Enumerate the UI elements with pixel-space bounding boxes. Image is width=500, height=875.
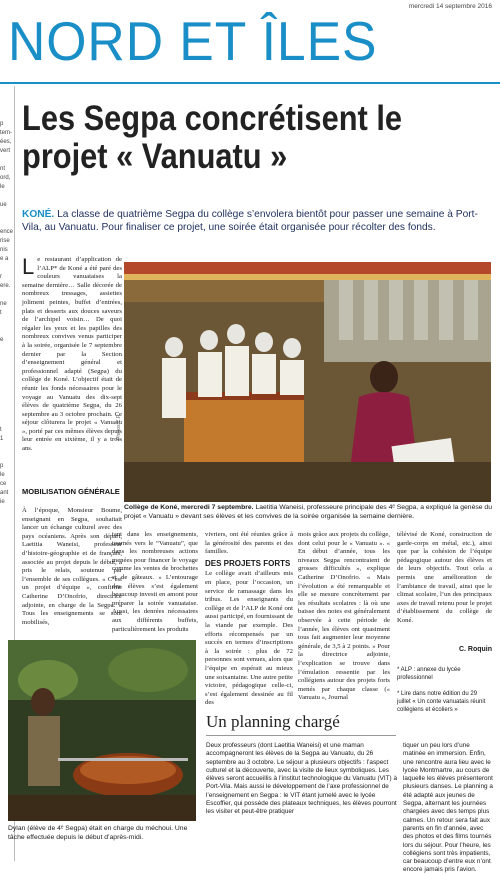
caption-lead: Collège de Koné, mercredi 7 septembre. <box>124 504 254 511</box>
left-fragment: t <box>0 310 2 316</box>
second-photo <box>8 640 196 821</box>
left-fragment <box>0 372 10 381</box>
main-photo <box>124 262 491 502</box>
left-column-fragments <box>0 120 14 507</box>
second-photo-illustration <box>8 640 196 821</box>
left-fragment: ées, <box>0 139 12 145</box>
footnote-alp: * ALP : annexe du lycée professionnel <box>397 667 461 681</box>
photo-credit: Photos C.R. <box>116 413 122 440</box>
left-fragment: ce <box>0 481 7 487</box>
main-photo-caption <box>124 504 492 521</box>
left-fragment: nis <box>0 247 8 253</box>
left-fragment <box>0 408 10 417</box>
lede-text: La classe de quatrième Segpa du collège s’envolera bientôt pour passer une semaine à Port-Vila, au Vanuatu. Pour finaliser ce projet, une soirée était organisée pour récolter des fonds. <box>22 209 478 233</box>
left-fragment <box>0 192 10 201</box>
headline: Les Segpa concrétisent le projet « Vanuatu » <box>22 99 403 176</box>
left-fragment: p <box>0 463 4 469</box>
lede-place: KONÉ. <box>22 209 55 220</box>
left-fragment <box>0 444 10 453</box>
left-fragment: ord, <box>0 175 11 181</box>
left-fragment: ue <box>0 202 7 208</box>
footnote-read: * Lire dans notre édition du 29 juillet « Un conte vanuatais réunit collégiens et écoliers » <box>397 691 486 713</box>
left-fragment: vert <box>0 148 11 154</box>
left-fragment <box>0 327 10 336</box>
dropcap: L <box>22 254 35 279</box>
left-fragment <box>0 381 10 390</box>
left-fragment: rise <box>0 238 10 244</box>
box-text-1: Deux professeurs (dont Laetitia Waneisi) et une maman accompagneront les élèves de la Segpa au Vanuatu, du 26 septembre au 3 octobre. Le séjour a plusieurs objectifs : l’aspect culturel et la découverte, avec la visite de lieux symboliques. Les élèves seront accueillis à l’institut technologique du Vanuatu (VIT) à Port-Vila. Mais aussi le développement de l’axe professionnel de l’enseignement en Segpa : le VIT étant jumelé avec le lycée Escoffier, qui possède des plateaux techniques, les élèves pourront les visiter et peut-être pratiquer <box>206 742 397 816</box>
article-paragraph-3: tant dans les enseignements, tournés vers le “Vanuatu”, que dans les nombreuses actions menées pour financer le voyage comme les ventes de brochettes et de gâteaux. » L’entourage des élèves s’est également beaucoup investi en amont pour préparer la soirée vanuataise. Aussi, les denrées nécessaires aux différents buffets, particulièrement les produits <box>112 531 198 633</box>
left-fragment <box>0 210 10 219</box>
left-fragment: 1 <box>0 436 4 442</box>
article-paragraph-5: Le collège avait d’ailleurs mis en place, pour l’occasion, un service de ramassage dans les tribus. Les enseignants du collège et de l’ALP de Koné ont aussi participé, en fournissant de la viande par exemple. Des efforts récompensés par un succès en termes d’inscriptions à la soirée : plus de 72 personnes sont venues, alors que l’équipe en espérait au mieux une soixantaine. Une autre petite victoire, pédagogique celle-ci, s’est également dessinée au fil des <box>205 570 293 707</box>
article-paragraph-7: télévisé de Koné, construction de garde-corps en métal, etc.), ainsi que par la cohésion de l’équipe pédagogique autour des élèves et de leurs objectifs. Tout cela a permis une amélioration de l’ambiance de travail, ainsi que le climat scolaire, l’un des principaux axes de travail retenu pour le projet d’établissement du collège de Koné. <box>397 531 492 624</box>
box-rule <box>206 735 396 736</box>
article-paragraph-6: mois grâce aux projets du collège, dont celui pour le « Vanuatu ». « En début d’année, tous les niveaux Segpa rencontraient de grosses difficultés », explique Catherine D’Onofrio. « Mais l’évolution a été remarquable et elle se mesure concrètement par les résultats scolaires : là où une baisse des notes est généralement observée à cette période de l’année, les élèves ont quasiment tous fait augmenter leur moyenne générale, de 3,5 à 2 points. » Pour la directrice adjointe, l’explication se trouve dans l’émulation ressentie par les collégiens autour des projets forts menés par chaque classe (« Vanuatu », Journal <box>298 531 390 702</box>
caption-text: Laetitia Waneisi, professeure principale des 4ᵉ Segpa, a expliqué la genèse du projet « Vanuatu » devant ses élèves et les convives de la soirée organisée la semaine dernière. <box>124 504 492 520</box>
main-photo-illustration <box>124 262 491 502</box>
author-signature: C. Roquin <box>458 646 492 653</box>
left-fragment <box>0 399 10 408</box>
section-title: NORD ET ÎLES <box>8 10 378 72</box>
box-title: Un planning chargé <box>206 712 340 731</box>
left-fragment <box>0 219 10 228</box>
article-paragraph-4: vivriers, ont été réunies grâce à la générosité des parents et des familles. <box>205 531 293 556</box>
left-fragment: ie <box>0 499 5 505</box>
left-fragment <box>0 417 10 426</box>
left-fragment <box>0 318 10 327</box>
left-fragment <box>0 390 10 399</box>
article-column-3 <box>205 531 293 708</box>
left-fragment: ne <box>0 301 7 307</box>
left-fragment: t <box>0 427 2 433</box>
left-fragment: r <box>0 274 2 280</box>
left-fragment: le <box>0 472 5 478</box>
left-fragment <box>0 354 10 363</box>
second-photo-caption: Dylan (élève de 4ᵉ Segpa) était en charge du méchoui. Une tâche effectuée depuis le début d’après-midi. <box>8 825 188 841</box>
left-fragment: ant <box>0 490 9 496</box>
left-fragment <box>0 291 10 300</box>
left-fragment: e <box>0 337 4 343</box>
left-fragment <box>0 363 10 372</box>
left-fragment: ere. <box>0 283 11 289</box>
issue-date: mercredi 14 septembre 2016 <box>408 3 492 10</box>
left-fragment: le <box>0 184 5 190</box>
left-fragment <box>0 453 10 462</box>
left-fragment: p <box>0 121 4 127</box>
article-paragraph-1: e restaurant d’application de l’ALP* de Koné a été paré des couleurs vanuataises la semaine dernière… Salle décorée de nombreux tressages, assiettes joliment peintes, buffet d’entrées, plats et desserts aux douces saveurs de l’archipel voisin… De quoi régaler les yeux et les papilles des nombreux convives venus participer à la soirée, organisée le 7 septembre dernier par la Section d’enseignement général et professionnel adapté (Segpa) du collège de Koné. L’objectif était de réunir les fonds nécessaires pour le voyage au Vanuatu des dix-sept élèves de quatrième Segpa, du 26 septembre au 3 octobre prochain. Ce séjour clôturera le projet « Vanuatu », porté par ces mêmes élèves depuis leur entrée en sixième, il y a trois ans. <box>22 256 122 453</box>
left-fragment <box>0 264 10 273</box>
lede <box>22 208 492 234</box>
left-fragment <box>0 156 10 165</box>
box-text-2: tiquer un peu lors d’une matinée en immersion. Enfin, une rencontre aura lieu avec le lycée Montmartre, au cours de laquelle les élèves présenteront plusieurs danses. Le planning a été adapté aux jeunes de Segpa, alternant les journées chargées avec des temps plus calmes. Un retour sera fait aux parents en fin d’année, avec des photos et des films tournés lors du séjour. Pour l’heure, les collégiens sont très impatients, car beaucoup d’entre eux n’ont encore jamais pris l’avion. <box>403 742 493 874</box>
subhead-mobilisation: MOBILISATION GÉNÉRALE <box>22 487 120 496</box>
left-fragment: nt <box>0 166 6 172</box>
article-paragraph-2: À l’époque, Monsieur Boume, enseignant en Segpa, souhaitait lancer un échange culturel avec des pays océaniens. Après son départ, Laetitia Waneisi, professeur d’histoire-géographie et de français, associée au projet depuis le début, a pris le relais, soutenue par l’ensemble de ses collègues. « C’est un projet d’équipe », confirme Catherine D’Onofrio, directrice adjointe, en charge de la Segpa. « Tous les enseignements se sont mobilisés, <box>22 507 122 626</box>
left-fragment: ence <box>0 229 14 235</box>
article-column-1 <box>22 256 122 484</box>
subhead-projets-forts: DES PROJETS FORTS <box>205 558 291 568</box>
left-fragment: tem- <box>0 130 12 136</box>
left-fragment <box>0 345 10 354</box>
left-fragment: e a <box>0 256 9 262</box>
section-rule <box>0 82 500 84</box>
